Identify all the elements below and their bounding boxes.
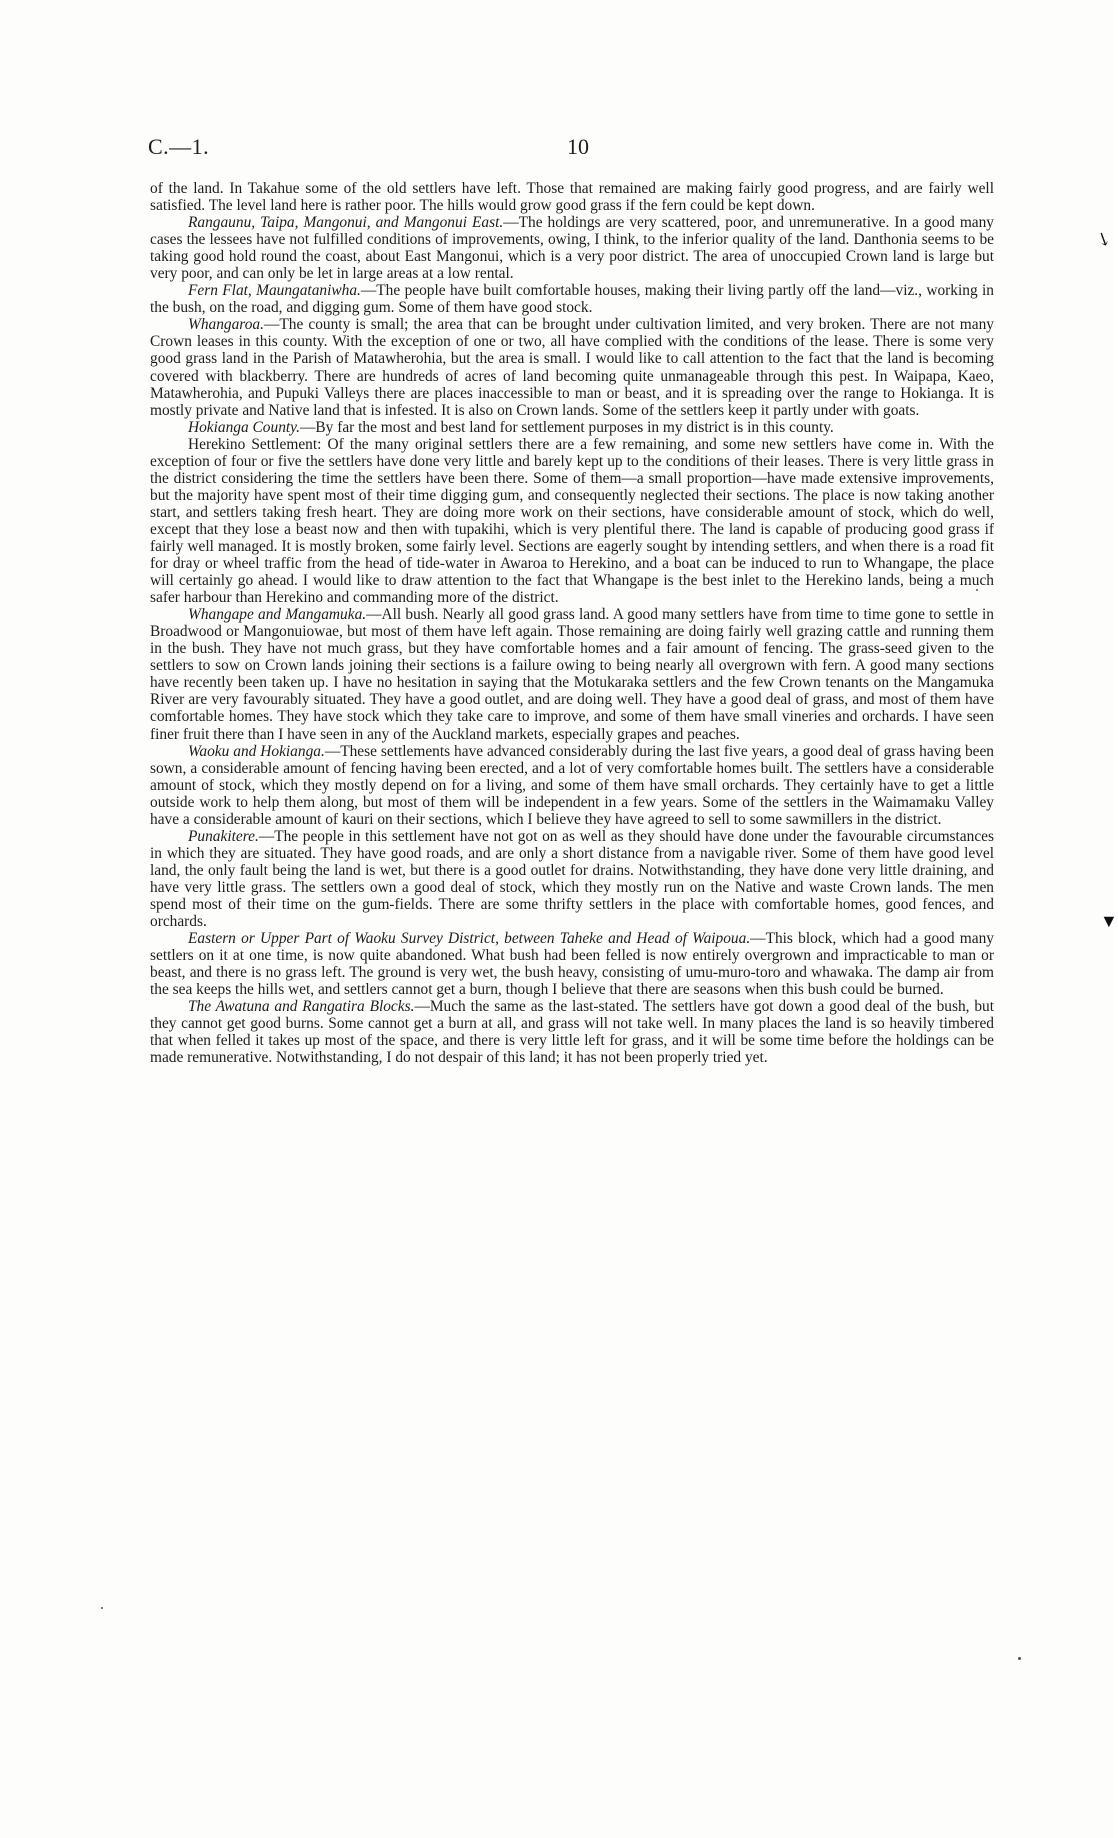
ink-speck [1018, 1657, 1021, 1660]
paragraph-text: —All bush. Nearly all good grass land. A good many settlers have from time to time gone to settle in Broadwood or Mangonuiowae, but most of them have left again. Those remaining are doing fairly well grazing cattle and running them in the bush. They have not much grass, but they have comfortable homes and a fair amount of fencing. The grass-seed given to the settlers to sow on Crown lands joining their sections is a failure owing to being nearly all overgrown with fern. A good many sections have recently been taken up. I have no hesitation in saying that the Motukaraka settlers and the few Crown tenants on the Mangamuka River are very favourably situated. They have a good outlet, and are doing well. They have a good deal of grass, and most of them have comfortable homes. They have stock which they take care to improve, and some of them have small vineries and orchards. I have seen finer fruit there than I have seen in any of the Auckland markets, especially grapes and peaches. [150, 606, 994, 743]
page-number: 10 [567, 134, 589, 159]
ink-speck [976, 589, 978, 591]
paragraph-heading: Eastern or Upper Part of Waoku Survey District, between Taheke and Head of Waipoua. [188, 930, 751, 948]
margin-triangle-icon: ▼ [1100, 911, 1118, 931]
paragraph-text: —The people in this settlement have not got on as well as they should have done under the favourable circumstances in which they are situated. They have good roads, and are only a short distance from a navigable river. Some of them have good level land, the only fault being the land is wet, but there is a good outlet for drains. Notwithstanding, they have done very little draining, and have very little grass. The settlers own a good deal of stock, which they mostly run on the Native and waste Crown lands. The men spend most of their time on the gum-fields. There are some thrifty settlers in the place with comfortable homes, good fences, and orchards. [150, 827, 994, 931]
paragraph-text: —This block, which had a good many settlers on it at one time, is now quite abandoned. What bush had been felled is now entirely overgrown and impracticable to man or beast, and there is no grass left. The ground is very wet, the bush heavy, consisting of umu-muro-toro and whawaka. The damp air from the sea keeps the hills wet, and settlers cannot get a burn, though I believe that there are seasons when this bush could be burned. [150, 930, 994, 999]
ink-speck [101, 1607, 103, 1609]
paragraph-heading: The Awatuna and Rangatira Blocks. [188, 998, 415, 1016]
paragraph-heading: Waoku and Hokianga. [188, 742, 325, 760]
paragraph-text: —The people have built comfortable houses, making their living partly off the land—viz., working in the bush, on the road, and digging gum. Some of them have good stock. [150, 282, 994, 317]
paragraph-text: of the land. In Takahue some of the old settlers have left. Those that remained are making fairly good progress, and are fairly well satisfied. The level land here is rather poor. The hills would grow good grass if the fern could be kept down. [150, 180, 994, 215]
paragraph-awatuna [150, 998, 994, 1066]
margin-arrow-icon: ↘ [1092, 226, 1115, 252]
paragraph-text: Herekino Settlement: Of the many original settlers there are a few remaining, and some new settlers have come in. With the exception of four or five the settlers have done very little and barely kept up to the conditions of their leases. There is very little grass in the district considering the time the settlers have been there. Some of them—a small proportion—have made extensive improvements, but the majority have spent most of their time digging gum, and consequently neglected their sections. The place is now taking another start, and settlers taking fresh heart. They are doing more work on their sections, have considerable amount of stock, which do well, except that they lose a beast now and then with tupakihi, which is very plentiful there. The land is capable of producing good grass if fairly well managed. It is mostly broken, some fairly level. Sections are eagerly sought by intending settlers, and when there is a road fit for dray or wheel traffic from the head of tide-water in Awaroa to Herekino, and a boat can be induced to run to Whangape, the place will certainly go ahead. I would like to draw attention to the fact that Whangape is the best inlet to the Herekino lands, being a much safer harbour than Herekino and commanding more of the district. [150, 435, 994, 607]
paragraph-fern-flat [150, 282, 994, 316]
document-reference: C.—1. [148, 134, 210, 159]
paragraph-heading: Rangaunu, Taipa, Mangonui, and Mangonui East. [188, 214, 504, 232]
paragraph-heading: Hokianga County. [188, 418, 301, 436]
paragraph-rangaunu [150, 214, 994, 282]
paragraph-waoku [150, 743, 994, 828]
paragraph-eastern-waoku [150, 930, 994, 998]
paragraph-text: —By far the most and best land for settlement purposes in my district is in this county. [300, 418, 834, 436]
paragraph-heading: Whangaroa. [188, 316, 264, 334]
paragraph-heading: Fern Flat, Maungataniwha. [188, 282, 361, 300]
paragraph-punakitere [150, 828, 994, 930]
paragraph-heading: Whangape and Mangamuka. [188, 606, 367, 624]
paragraph-text: —The holdings are very scattered, poor, and unremunerative. In a good many cases the lessees have not fulfilled conditions of improvements, owing, I think, to the inferior quality of the land. Danthonia seems to be taking good hold round the coast, about East Mangonui, which is a very poor district. The area of unoccupied Crown land is large but very poor, and can only be let in large areas at a low rental. [150, 214, 995, 283]
paragraph-text: —Much the same as the last-stated. The settlers have got down a good deal of the bush, but they cannot get good burns. Some cannot get a burn at all, and grass will not take well. In many places the land is so heavily timbered that when felled it takes up most of the space, and there is very little left for grass, and it will be some time before the holdings can be made remunerative. Notwithstanding, I do not despair of this land; it has not been properly tried yet. [150, 998, 994, 1067]
paragraph-whangape [150, 606, 994, 742]
paragraph-text: —These settlements have advanced considerably during the last five years, a good deal of grass having been sown, a considerable amount of fencing having been erected, and a lot of very comfortable homes built. The settlers have a considerable amount of stock, which they mostly depend on for a living, and some of them have small orchards. They certainly have to get a little outside work to help them along, but most of them will be independent in a few years. Some of the settlers in the Waimamaku Valley have a considerable amount of kauri on their sections, which I believe they have agreed to sell to some sawmillers in the district. [150, 742, 995, 828]
page-header [148, 134, 998, 164]
paragraph-whangaroa [150, 316, 994, 418]
report-body [150, 180, 994, 1066]
paragraph-heading: Punakitere. [188, 827, 259, 845]
paragraph-hokianga-county [150, 419, 994, 436]
paragraph-text: —The county is small; the area that can be brought under cultivation limited, and very broken. There are not many Crown leases in this county. With the exception of one or two, all have complied with the conditions of the lease. There is some very good grass land in the Parish of Matawherohia, but the area is small. I would like to call attention to the fact that the land is becoming covered with blackberry. There are hundreds of acres of land becoming quite unmanageable through this pest. In Waipapa, Kaeo, Matawherohia, and Pupuki Valleys there are places inaccessible to man or beast, and it is spreading over the range to Hokianga. It is mostly private and Native land that is infested. It is also on Crown lands. Some of the settlers keep it partly under with goats. [150, 316, 994, 419]
paragraph-takahue [150, 180, 994, 214]
paragraph-herekino [150, 436, 994, 606]
